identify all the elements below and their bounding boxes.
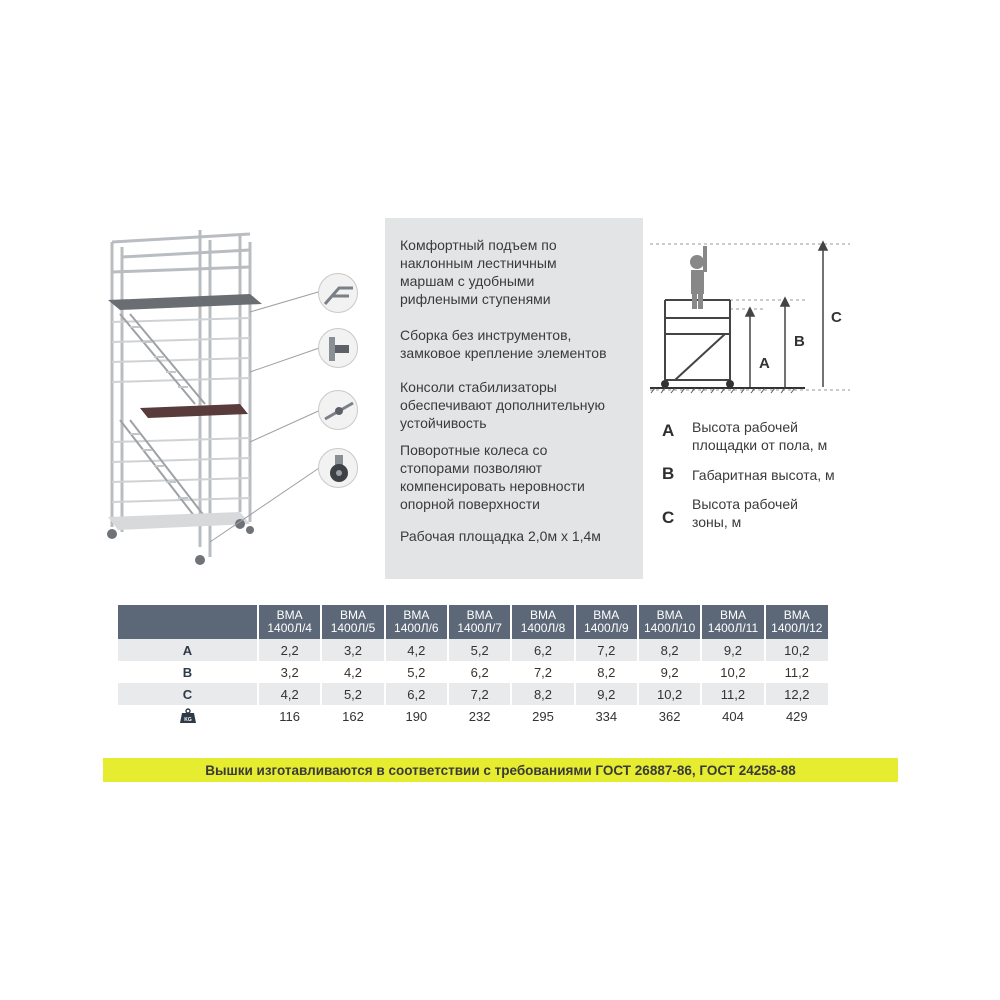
table-cell: 7,2	[511, 661, 574, 683]
table-row-a	[118, 639, 828, 661]
diagram-label-c: C	[831, 309, 842, 326]
legend-text-a: Высота рабочей площадки от пола, м	[692, 419, 828, 453]
table-header-cell: ВМА 1400Л/5	[321, 605, 384, 639]
feature-stairs-text: Комфортный подъем по наклонным лестничным маршам с удобными рифлеными ступенями	[400, 237, 557, 307]
specification-table	[118, 605, 828, 727]
table-cell: 7,2	[575, 639, 638, 661]
table-header-corner	[118, 605, 258, 639]
table-header-cell: ВМА 1400Л/9	[575, 605, 638, 639]
gost-compliance-banner: Вышки изготавливаются в соответствии с требованиями ГОСТ 26887-86, ГОСТ 24258-88	[103, 758, 898, 782]
diagram-label-a: A	[759, 355, 770, 372]
table-header-cell: ВМА 1400Л/6	[385, 605, 448, 639]
table-cell: 2,2	[258, 639, 321, 661]
row-label: C	[118, 683, 258, 705]
table-cell: 6,2	[511, 639, 574, 661]
table-cell: 3,2	[321, 639, 384, 661]
table-header-cell: ВМА 1400Л/7	[448, 605, 511, 639]
height-diagram	[645, 230, 860, 400]
table-cell: 295	[511, 705, 574, 727]
table-cell: 5,2	[448, 639, 511, 661]
table-header-row	[118, 605, 828, 639]
table-cell: 11,2	[765, 661, 828, 683]
legend-letter-a: A	[662, 421, 675, 440]
table-cell: 8,2	[575, 661, 638, 683]
table-row-weight	[118, 705, 828, 727]
table-cell: 334	[575, 705, 638, 727]
table-cell: 232	[448, 705, 511, 727]
table-header-cell: ВМА 1400Л/10	[638, 605, 701, 639]
table-cell: 6,2	[448, 661, 511, 683]
table-header-cell: ВМА 1400Л/12	[765, 605, 828, 639]
table-cell: 11,2	[701, 683, 764, 705]
legend-text-c: Высота рабочей зоны, м	[692, 496, 798, 530]
table-row-c	[118, 683, 828, 705]
legend-letter-b: B	[662, 464, 675, 483]
stabilizer-icon	[318, 390, 358, 430]
feature-stabilizers-text: Консоли стабилизаторы обеспечивают дополнительную устойчивость	[400, 379, 606, 431]
table-cell: 8,2	[638, 639, 701, 661]
legend-text-b: Габаритная высота, м	[692, 467, 835, 483]
table-header-cell: ВМА 1400Л/4	[258, 605, 321, 639]
table-cell: 162	[321, 705, 384, 727]
table-cell: 10,2	[765, 639, 828, 661]
table-cell: 362	[638, 705, 701, 727]
feature-wheels-text: Поворотные колеса со стопорами позволяют компенсировать неровности опорной поверхности	[400, 442, 585, 512]
table-cell: 5,2	[321, 683, 384, 705]
table-cell: 429	[765, 705, 828, 727]
table-cell: 4,2	[321, 661, 384, 683]
table-cell: 7,2	[448, 683, 511, 705]
row-label	[118, 705, 258, 727]
table-row-b	[118, 661, 828, 683]
table-cell: 4,2	[385, 639, 448, 661]
legend-letter-c: C	[662, 508, 675, 527]
table-cell: 9,2	[575, 683, 638, 705]
table-cell: 404	[701, 705, 764, 727]
table-cell: 3,2	[258, 661, 321, 683]
table-header-cell: ВМА 1400Л/8	[511, 605, 574, 639]
caster-wheel-icon	[318, 448, 358, 488]
table-cell: 9,2	[638, 661, 701, 683]
table-cell: 10,2	[701, 661, 764, 683]
table-cell: 10,2	[638, 683, 701, 705]
table-cell: 6,2	[385, 683, 448, 705]
table-cell: 5,2	[385, 661, 448, 683]
feature-platform-text: Рабочая площадка 2,0м x 1,4м	[400, 528, 601, 544]
table-cell: 190	[385, 705, 448, 727]
weight-kg-label: KG	[183, 717, 192, 724]
diagram-label-b: B	[794, 333, 805, 350]
weight-kg-icon	[179, 708, 197, 724]
lock-clamp-icon	[318, 328, 358, 368]
row-label: A	[118, 639, 258, 661]
table-cell: 12,2	[765, 683, 828, 705]
stair-step-icon	[318, 273, 358, 313]
table-cell: 116	[258, 705, 321, 727]
table-cell: 4,2	[258, 683, 321, 705]
table-cell: 9,2	[701, 639, 764, 661]
feature-assembly-text: Сборка без инструментов, замковое крепление элементов	[400, 327, 607, 361]
table-cell: 8,2	[511, 683, 574, 705]
row-label: B	[118, 661, 258, 683]
table-header-cell: ВМА 1400Л/11	[701, 605, 764, 639]
